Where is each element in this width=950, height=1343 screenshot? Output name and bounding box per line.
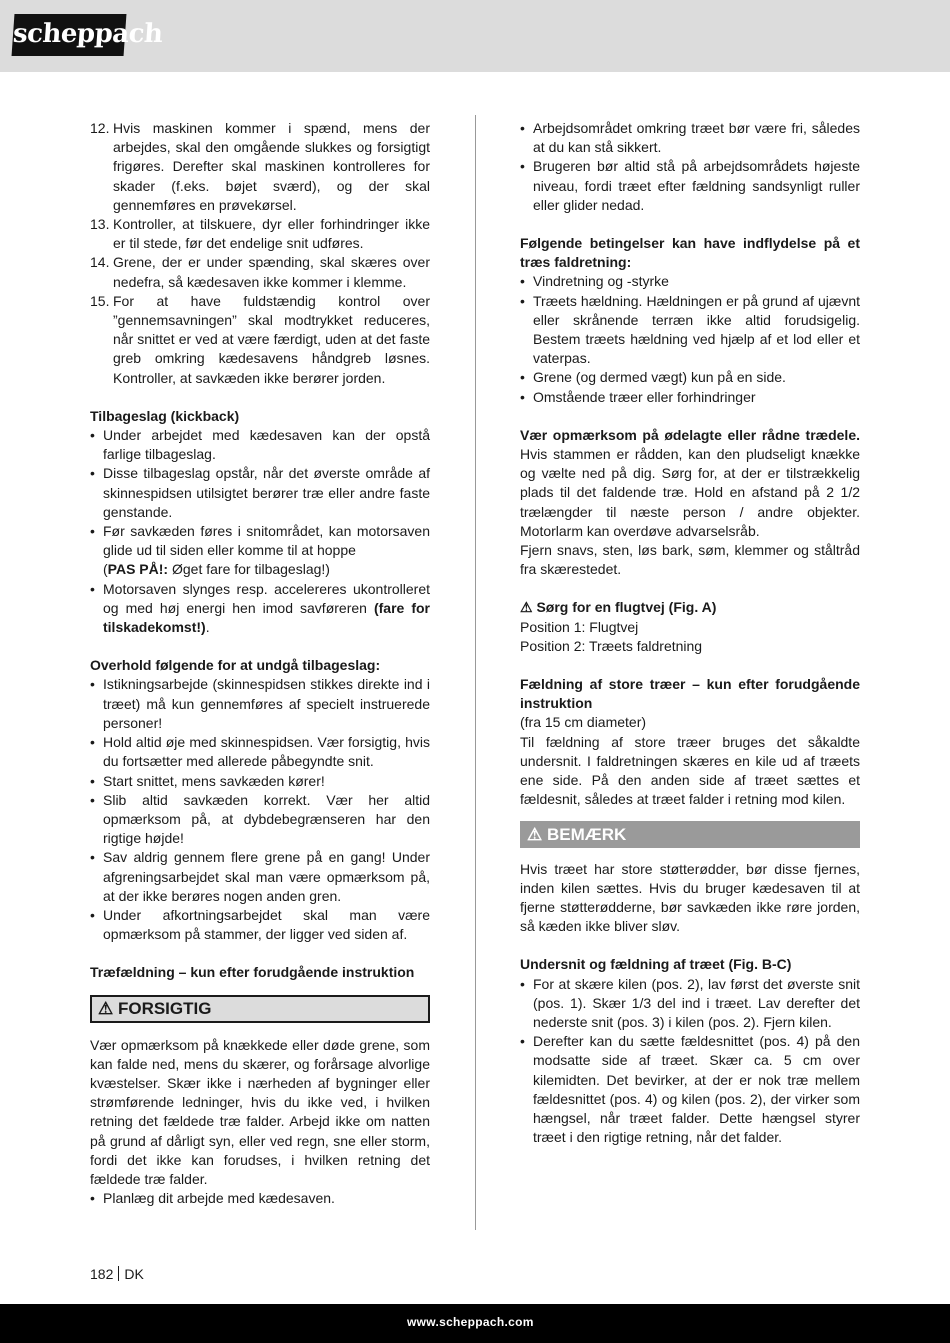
bullet-item: • Derefter kan du sætte fældesnittet (pos. 4) på den modsatte side af træet. Skær ca. 5 cm over kilemidten. Det bevirker, at der er nok træ mellem fældesnittet (pos. 4) og kilen (pos. 2), der virker som hængsel, når træet falder. Dette hængsel styrer træet i den rigtige retning, når det falder. (520, 1032, 860, 1147)
section-heading: ⚠ Sørg for en flugtvej (Fig. A) (520, 599, 717, 616)
section-heading: Tilbageslag (kickback) (90, 407, 240, 424)
bullet-item: • Før savkæden føres i snitområdet, kan motorsaven glide ud til siden eller komme til at hoppe (PAS PÅ!: Øget fare for tilbageslag!) (90, 522, 430, 580)
bullet-item: • Brugeren bør altid stå på arbejdsområdets højeste niveau, fordi træet efter fældning sandsynligt ruller eller glider nedad. (520, 157, 860, 215)
list-item: 14. Grene, der er under spænding, skal skæres over nedefra, så kædesaven ikke kommer i klemme. (90, 254, 430, 290)
bullet-item: • Træets hældning. Hældningen er på grund af ujævnt eller skrånende terræn ikke altid forudsigelig. Bestem træets hældning ved hjælp af et lod eller et vaterpas. (520, 292, 860, 369)
list-item: 12. Hvis maskinen kommer i spænd, mens der arbejdes, skal den omgående slukkes og forsigtigt frigøres. Derefter skal maskinen kontrolleres for skader (f.eks. bøjet sværd), og der skal gennemføres en prøvekørsel. (90, 120, 430, 213)
section-heading: Undersnit og fældning af træet (Fig. B-C) (520, 956, 792, 973)
bullet-item: • Vindretning og -styrke (520, 272, 860, 291)
header-bar (0, 0, 950, 72)
bullet-item: • Disse tilbageslag opstår, når det øverste område af skinnespidsen utilsigtet berører træ eller andre faste genstande. (90, 464, 430, 522)
note-box: ⚠ BEMÆRK (520, 821, 860, 848)
bullet-item: • Hold altid øje med skinnespidsen. Vær forsigtig, hvis du fortsætter med allerede påbegyndte snit. (90, 733, 430, 771)
section-heading: Fældning af store træer – kun efter forudgående instruktion (520, 676, 860, 712)
remove-paragraph: Fjern snavs, sten, løs bark, søm, klemmer og ståltråd fra skærestedet. (520, 542, 860, 578)
bullet-item: • Planlæg dit arbejde med kædesaven. (90, 1189, 430, 1208)
bullet-item: • Under afkortningsarbejdet skal man være opmærksom på stammer, der ligger ved siden af. (90, 906, 430, 944)
bullet-item: • Istikningsarbejde (skinnespidsen stikkes direkte ind i træet) må kun gennemføres af specielt instruerede personer! (90, 675, 430, 733)
bullet-item: • Sav aldrig gennem flere grene på en gang! Under afgreningsarbejdet skal man være opmærksom på, at der ikke berøres nogen anden gren. (90, 848, 430, 906)
warning-box: ⚠ FORSIGTIG (90, 995, 430, 1023)
bullet-item: • Start snittet, mens savkæden kører! (90, 772, 430, 791)
subheading: (fra 15 cm diameter) (520, 714, 647, 731)
warning-text: Vær opmærksom på knækkede eller døde grene, som kan falde ned, mens du skærer, og forårsage alvorlige kvæstelser. Skær ikke i nærheden af bygninger eller strømførende ledninger, hvis du ikke ved, i hvilken retning det fældede træ falder. Arbejd ikke om natten på grund af dårligt syn, eller ved regn, sne eller storm, fordi det ikke kan forudses, i hvilken retning det fældede træ falder. (90, 1036, 430, 1187)
rotten-paragraph: Vær opmærksom på ødelagte eller rådne trædele. Hvis stammen er rådden, kan den pludseligt knække og vælte ned på dig. Sørg for, at der er tilstrækkelig plads til det faldende træ. Hold en afstand på 2 1/2 trælængder til næste person / andre objekter. Motorlarm kan overdøve advarselsråb. (520, 426, 860, 539)
list-item: 15. For at have fuldstændig kontrol over ”gennemsavningen” skal modtrykket reduceres, når snittet er ved at være færdigt, uden at det faste greb omkring kædesavens håndgreb løsnes. Kontroller, at savkæden ikke berører jorden. (90, 292, 430, 386)
list-item: 13. Kontroller, at tilskuere, dyr eller forhindringer ikke er til stede, før det endelige snit udføres. (90, 216, 430, 252)
section-heading: Træfældning – kun efter forudgående instruktion (90, 964, 415, 981)
bullet-item: • Arbejdsområdet omkring træet bør være fri, således at du kan stå sikkert. (520, 119, 860, 157)
brand-logo: scheppach (12, 14, 127, 56)
bullet-item: • For at skære kilen (pos. 2), lav først det øverste snit (pos. 1). Skær 1/3 del ind i træet. Lav derefter det nederste snit (pos. 3) i kilen (pos. 2). Fjern kilen. (520, 975, 860, 1033)
bullet-item: • Omstående træer eller forhindringer (520, 388, 860, 407)
position-line: Position 1: Flugtvej (520, 618, 639, 635)
right-column (520, 119, 860, 1147)
page-number: 182 DK (90, 1266, 144, 1282)
position-line: Position 2: Træets faldretning (520, 637, 703, 654)
website-link: www.scheppach.com (407, 1315, 534, 1329)
bullet-item: • Grene (og dermed vægt) kun på en side. (520, 368, 860, 387)
footer-bar (0, 1304, 950, 1343)
bullet-item: • Motorsaven slynges resp. accelereres ukontrolleret og med høj energi hen imod savføreren (fare for tilskadekomst!). (90, 580, 430, 638)
section-heading: Følgende betingelser kan have indflydelse på et træs faldretning: (520, 235, 860, 271)
bullet-item: • Under arbejdet med kædesaven kan der opstå farlige tilbageslag. (90, 426, 430, 464)
section-heading: Overhold følgende for at undgå tilbageslag: (90, 657, 381, 674)
left-column (90, 119, 430, 1208)
body-paragraph: Til fældning af store træer bruges det såkaldte undersnit. I faldretningen skæres en kile ud af træets ene side. På den anden side af træet sættes et fældesnit, således at træet falder i retning mod kilen. (520, 733, 860, 808)
bullet-item: • Slib altid savkæden korrekt. Vær her altid opmærksom på, at dybdebegrænseren har den rigtige højde! (90, 791, 430, 849)
column-divider (475, 115, 476, 1230)
note-text: Hvis træet har store støtterødder, bør disse fjernes, inden kilen sættes. Hvis du bruger kædesaven til at fjerne støtterødderne, bør savkæden ikke røre jorden, så kæden ikke bliver sløv. (520, 860, 860, 935)
